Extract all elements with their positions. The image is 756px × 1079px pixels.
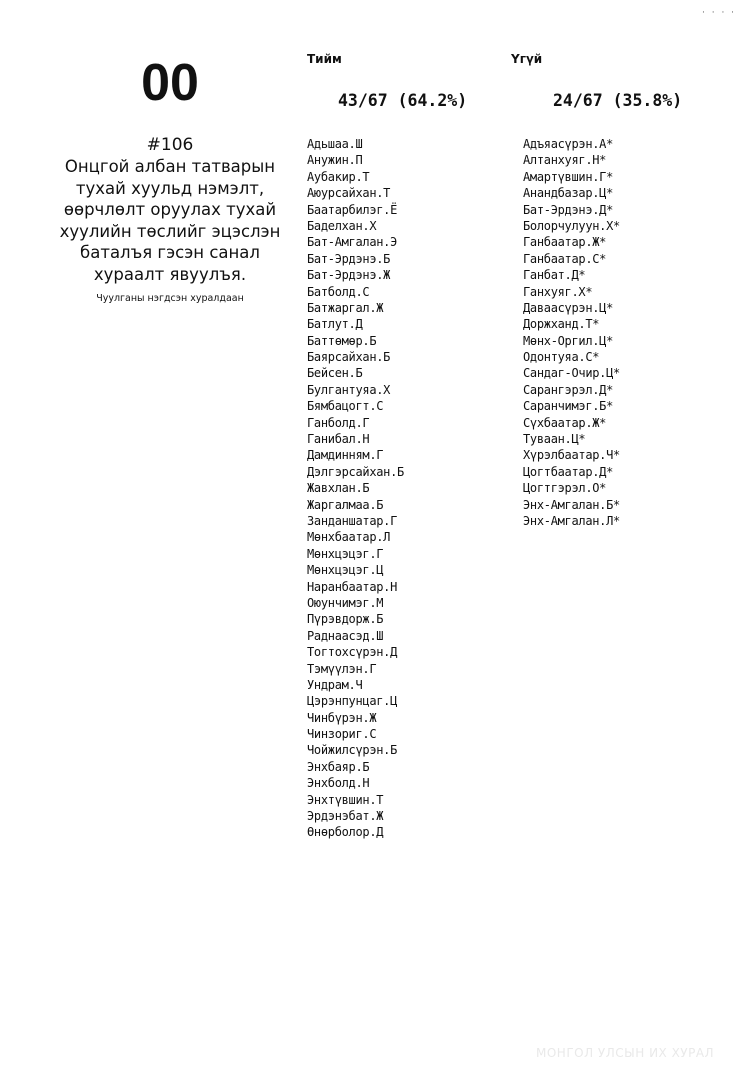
no-voter-name: Цогтбаатар.Д* [523,464,614,479]
yes-voter-name: Батжаргал.Ж [307,300,384,315]
no-voter-name: Бат-Эрдэнэ.Д* [523,202,614,217]
no-voter-name: Цогтгэрэл.О* [523,481,607,496]
no-voter-name: Доржханд.Т* [523,317,600,332]
yes-voter-name: Мөнхбаатар.Л [307,530,391,545]
no-voter-name: Ганбат.Д* [523,268,586,283]
yes-voter-name: Өнөрболор.Д [307,825,384,840]
motion-text-line: баталъя гэсэн санал [80,243,260,262]
yes-voter-name: Энхтүвшин.Т [307,792,384,807]
yes-voter-name: Тогтохсүрэн.Д [307,645,398,660]
no-voter-name: Энх-Амгалан.Л* [523,513,620,528]
yes-voter-name: Бейсен.Б [307,366,363,381]
yes-voter-name: Бат-Эрдэнэ.Ж [307,268,391,283]
yes-voter-name: Жаргалмаа.Б [307,497,384,512]
yes-voter-name: Пүрэвдорж.Б [307,612,384,627]
yes-voter-name: Баттөмөр.Б [307,333,377,348]
no-voter-name: Ганхуяг.Х* [523,284,593,299]
motion-text-line: өөрчлөлт оруулах тухай [63,200,277,219]
yes-voter-name: Энхбаяр.Б [307,759,370,774]
yes-voter-name: Аубакир.Т [307,169,370,184]
no-voter-name: Туваан.Ц* [523,432,586,447]
yes-voter-name: Чойжилсүрэн.Б [307,743,398,758]
no-voter-name: Одонтуяа.С* [523,350,600,365]
motion-text [56,156,284,285]
no-voter-name: Сандаг-Очир.Ц* [523,366,620,381]
no-voter-name: Хүрэлбаатар.Ч* [523,448,620,463]
yes-voter-name: Бямбацогт.С [307,399,384,414]
meeting-type: Чуулганы нэгдсэн хуралдаан [96,293,244,304]
yes-voter-name: Батболд.С [307,284,370,299]
no-voter-list [523,136,620,529]
yes-voter-name: Баярсайхан.Б [307,350,391,365]
yes-voter-name: Батлут.Д [307,317,363,332]
no-column-header: Үгүй [511,52,543,66]
yes-voter-name: Адьшаа.Ш [307,137,363,151]
no-voter-name: Сүхбаатар.Ж* [523,415,607,430]
yes-voter-name: Мөнхцэцэг.Ц [307,563,384,578]
yes-voter-name: Анужин.П [307,153,363,168]
no-voter-name: Даваасүрэн.Ц* [523,300,614,315]
no-voter-name: Болорчулуун.Х* [523,218,620,233]
yes-voter-name: Баделхан.Х [307,218,377,233]
yes-voter-name: Тэмүүлэн.Г [307,661,377,676]
motion-text-line: хуулийн төслийг эцэслэн [59,221,281,241]
no-voter-name: Сарангэрэл.Д* [523,382,614,397]
no-voter-name: Ганбаатар.С* [523,251,607,266]
yes-voter-name: Наранбаатар.Н [307,579,398,594]
yes-voter-name: Бат-Амгалан.Э [307,235,398,250]
corner-marks: · · · · [702,8,737,18]
no-voter-name: Энх-Амгалан.Б* [523,497,620,512]
yes-voter-name: Ундрам.Ч [307,677,363,692]
yes-voter-name: Ганболд.Г [307,415,370,430]
yes-voter-name: Чинзориг.С [307,727,377,742]
no-voter-name: Анандбазар.Ц* [523,186,614,201]
motion-number: #106 [146,135,194,155]
yes-voter-name: Дамдинням.Г [307,448,384,463]
motion-text-line: Онцгой албан татварын [64,157,276,176]
no-voter-name: Саранчимэг.Б* [523,399,614,414]
yes-voter-name: Оюунчимэг.М [307,595,384,610]
yes-tally: 43/67 (64.2%) [338,91,468,110]
no-voter-name: Мөнх-Оргил.Ц* [523,333,614,348]
yes-voter-name: Занданшатар.Г [307,513,398,528]
no-voter-name: Ганбаатар.Ж* [523,235,607,250]
footer-watermark: МОНГОЛ УЛСЫН ИХ ХУРАЛ [536,1046,715,1060]
yes-voter-name: Мөнхцэцэг.Г [307,546,384,561]
yes-voter-name: Цэрэнпунцаг.Ц [307,694,398,709]
yes-voter-name: Чинбүрэн.Ж [307,710,377,725]
no-voter-name: Адъяасүрэн.А* [523,137,614,151]
no-voter-name: Амартүвшин.Г* [523,169,614,184]
yes-voter-name: Эрдэнэбат.Ж [307,809,384,824]
yes-voter-name: Дэлгэрсайхан.Б [307,464,404,479]
motion-text-line: хураалт явуулъя. [93,264,247,284]
yes-voter-name: Бат-Эрдэнэ.Б [307,251,391,266]
yes-voter-name: Ганибал.Н [307,432,370,447]
yes-voter-name: Аюурсайхан.Т [307,186,391,201]
no-tally: 24/67 (35.8%) [553,91,683,110]
motion-text-line: тухай хуульд нэмэлт, [75,178,265,198]
yes-voter-list [307,136,404,841]
session-code: 00 [141,54,199,112]
yes-column-header: Тийм [307,52,342,66]
yes-voter-name: Энхболд.Н [307,776,370,791]
yes-voter-name: Булгантуяа.Х [307,382,391,397]
yes-voter-name: Жавхлан.Б [307,481,370,496]
no-voter-name: Алтанхуяг.Н* [523,153,607,168]
yes-voter-name: Раднаасэд.Ш [307,628,384,643]
yes-voter-name: Баатарбилэг.Ё [307,202,398,217]
